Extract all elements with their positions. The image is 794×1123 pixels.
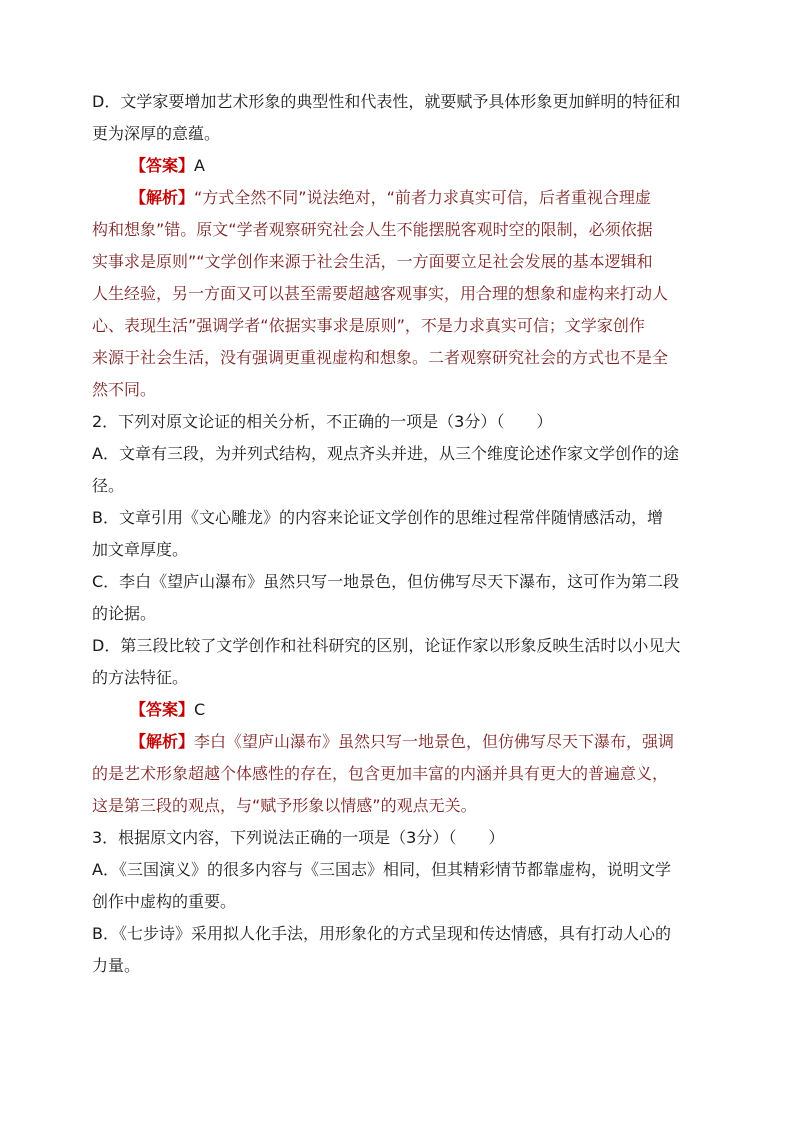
q1-analysis-line6: 来源于社会生活，没有强调更重视虚构和想象。二者观察研究社会的方式也不是全 (92, 348, 669, 367)
q2-option-b-line2: 加文章厚度。 (92, 540, 189, 559)
q2-option-a-line2: 径。 (92, 476, 125, 495)
answer-label: 【答案】 (130, 156, 195, 175)
document-page (92, 86, 704, 982)
answer-value: C (194, 700, 206, 719)
analysis-text: “方式全然不同”说法绝对，“前者力求真实可信，后者重视合理虚 (194, 188, 651, 207)
q1-answer (92, 150, 704, 182)
q2-option-d-line1: D．第三段比较了文学创作和社科研究的区别，论证作家以形象反映生活时以小见大 (92, 636, 681, 655)
answer-value: A (194, 156, 205, 175)
q2-option-a-line1: A．文章有三段，为并列式结构，观点齐头并进，从三个维度论述作家文学创作的途 (92, 444, 679, 463)
q2-analysis-line2: 的是艺术形象超越个体感性的存在，包含更加丰富的内涵并具有更大的普遍意义， (92, 764, 669, 783)
q2-option-d-line2: 的方法特征。 (92, 668, 189, 687)
analysis-text: 李白《望庐山瀑布》虽然只写一地景色，但仿佛写尽天下瀑布，强调 (194, 732, 675, 751)
q2-analysis-line3: 这是第三段的观点，与“赋予形象以情感”的观点无关。 (92, 796, 477, 815)
q2-option-c-line2: 的论据。 (92, 604, 157, 623)
q3-stem: 3．根据原文内容，下列说法正确的一项是（3分）（ ） (92, 828, 505, 847)
answer-label: 【答案】 (130, 700, 195, 719)
q1-analysis-line1 (92, 182, 704, 214)
q1-analysis-line2: 构和想象”错。原文“学者观察研究社会人生不能摆脱客观时空的限制，必须依据 (92, 220, 653, 239)
analysis-label: 【解析】 (130, 732, 195, 751)
analysis-label: 【解析】 (130, 188, 195, 207)
q2-option-c-line1: C．李白《望庐山瀑布》虽然只写一地景色，但仿佛写尽天下瀑布，这可作为第二段 (92, 572, 680, 591)
q3-option-a-line2: 创作中虚构的重要。 (92, 892, 237, 911)
q2-option-b-line1: B．文章引用《文心雕龙》的内容来论证文学创作的思维过程常伴随情感活动，增 (92, 508, 663, 527)
q1-analysis-line7: 然不同。 (92, 380, 157, 399)
q1-analysis-line5: 心、表现生活”强调学者“依据实事求是原则”，不是力求真实可信；文学家创作 (92, 316, 645, 335)
q1-option-d-line1: D．文学家要增加艺术形象的典型性和代表性，就要赋予具体形象更加鲜明的特征和 (92, 92, 681, 111)
q2-analysis-line1 (92, 726, 704, 758)
q3-option-a-line1: A．《三国演义》的很多内容与《三国志》相同，但其精彩情节都靠虚构，说明文学 (92, 860, 671, 879)
q1-analysis-line4: 人生经验，另一方面又可以甚至需要超越客观事实，用合理的想象和虚构来打动人 (92, 284, 669, 303)
q2-answer (92, 694, 704, 726)
q1-option-d-line2: 更为深厚的意蕴。 (92, 124, 221, 143)
q1-analysis-line3: 实事求是原则”“文学创作来源于社会生活，一方面要立足社会发展的基本逻辑和 (92, 252, 653, 271)
q3-option-b-line1: B．《七步诗》采用拟人化手法，用形象化的方式呈现和传达情感，具有打动人心的 (92, 924, 671, 943)
q2-stem: 2．下列对原文论证的相关分析，不正确的一项是（3分）（ ） (92, 412, 553, 431)
q3-option-b-line2: 力量。 (92, 956, 141, 975)
